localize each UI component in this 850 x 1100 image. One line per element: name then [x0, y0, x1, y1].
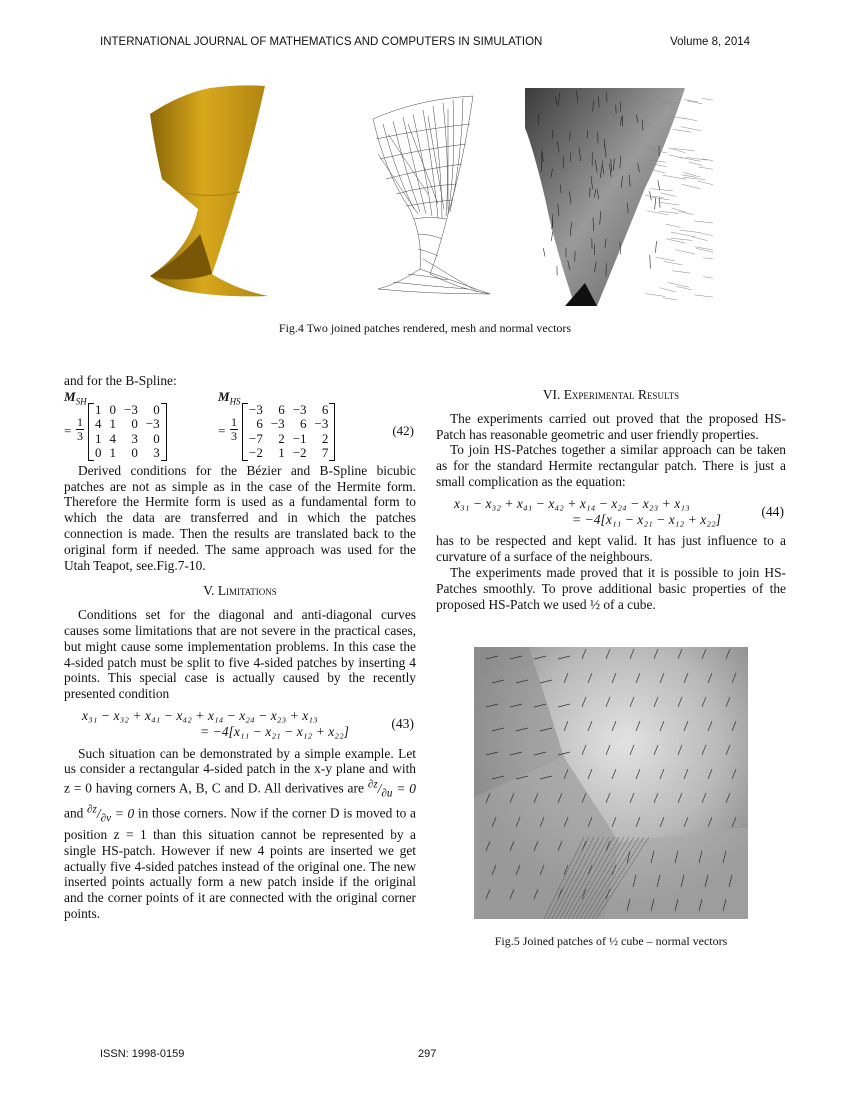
section-5-heading: V. Limitations: [203, 583, 277, 599]
matrix-hs-row: [245, 446, 332, 461]
matrix-sh-cell: 1: [95, 401, 102, 417]
matrix-hs-cell: 6: [278, 401, 285, 417]
one-third-sh: $\frac{1}{3}$: [77, 414, 83, 443]
section-6-heading: VI. Experimental Results: [542, 387, 680, 402]
matrix-sh-cell: 0: [153, 430, 160, 446]
matrix-sh-cell: 0: [95, 445, 102, 461]
matrix-sh-cell: 0: [153, 401, 160, 417]
matrix-hs-row: [245, 432, 332, 447]
matrix-hs-cell: −2: [292, 445, 307, 461]
one-third-hs: $\frac{1}{3}$: [231, 414, 237, 443]
matrix-sh-cell: 4: [109, 430, 116, 446]
derivative-du: $^{\partial z}/_{\partial u} = 0$: [367, 778, 416, 800]
matrix-sh-table: [91, 403, 164, 461]
issn-label: ISSN: 1998-0159: [100, 1048, 185, 1060]
figure4-caption: Fig.4 Two joined patches rendered, mesh and normal vectors: [278, 321, 572, 335]
matrix-sh-row: [91, 446, 164, 461]
matrix-hs-row: [245, 403, 332, 418]
para-respected: has to be respected and kept valid. It has just influence to a curvature of a surface of the neighbours.: [436, 533, 786, 565]
matrix-hs-cell: 2: [321, 430, 329, 446]
matrix-hs-cell: 6: [300, 416, 307, 432]
para-proved: The experiments made proved that it is possible to join HS-Patches smoothly. To prove additional basic properties of the proposed HS-Patch we used ½ of a cube.: [436, 564, 786, 612]
matrix-sh-cell: 4: [95, 416, 102, 432]
figure5-caption: Fig.5 Joined patches of ½ cube – normal vectors: [494, 934, 728, 948]
eq44-number: (44): [761, 503, 784, 519]
para-join: To join HS-Patches together a similar approach can be taken as for the standard Hermite rectangular patch. There is just a small complication as the equation:: [436, 442, 786, 489]
right-column: [436, 373, 786, 612]
matrix-sh-row: [91, 417, 164, 432]
figure4-mesh: [368, 94, 498, 304]
matrix-hs-row: [245, 417, 332, 432]
matrix-hs-cell: 1: [278, 445, 285, 461]
figure4-normal-vectors: [525, 88, 713, 306]
matrix-sh-cell: 0: [131, 445, 138, 461]
matrix-sh-cell: 0: [109, 401, 116, 417]
matrix-sh-cell: −3: [124, 401, 138, 417]
matrix-sh-cell: 3: [131, 430, 138, 446]
volume-label: Volume 8, 2014: [670, 36, 750, 48]
equation-44: x₃₁ − x₃₂ + x₄₁ − x₄₂ + x₁₄ − x₂₄ − x₂₃ + x₁₃ = −4[x₁₁ − x₂₁ − x₁₂ + x₂₂] (44): [454, 495, 784, 527]
matrix-hs-cell: −3: [292, 401, 307, 417]
para-derived: Derived conditions for the Bézier and B-Spline bicubic patches are not as simple as in the case of the Hermite form. Therefore the Hermite form is used as a fundamental form to which the data are transferred and in which the patches connection is made. Then the results are translated back to the original form if needed. The same approach was used for the Utah Teapot, see.Fig.7-10.: [64, 462, 416, 573]
derivative-dv: $^{\partial z}/_{\partial v} = 0$: [87, 803, 135, 825]
para-experiments: The experiments carried out proved that the proposed HS-Patch has reasonable geometric and user friendly properties.: [436, 410, 786, 442]
matrix-sh-cell: 1: [95, 430, 102, 446]
matrix-hs-cell: 6: [321, 401, 329, 417]
journal-header: INTERNATIONAL JOURNAL OF MATHEMATICS AND COMPUTERS IN SIMULATION: [100, 36, 543, 48]
matrix-sh-row: [91, 403, 164, 418]
para-conditions: Conditions set for the diagonal and anti-diagonal curves causes some limitations that are not severe in the practical cases, but might cause some implementation problems. In this case the 4-sided patch must be split to five 4-sided patches by inserting 4 points. This special case is actually caused by the recently presented condition: [64, 607, 416, 702]
matrix-hs-cell: 6: [256, 416, 263, 432]
matrix-sh-row: [91, 432, 164, 447]
matrix-hs-cell: 7: [321, 445, 329, 461]
matrix-sh: [88, 403, 167, 461]
eq42-number: (42): [392, 422, 414, 438]
bspline-intro: and for the B-Spline:: [64, 373, 177, 388]
figure4-rendered-patch: [140, 84, 270, 299]
matrix-sh-cell: 0: [131, 416, 138, 432]
matrix-hs-cell: −3: [314, 416, 329, 432]
page-number: 297: [418, 1048, 437, 1060]
matrix-sh-cell: −3: [145, 416, 160, 432]
matrix-sh-label: $M_{SH}$: [64, 388, 87, 407]
left-column: [64, 373, 416, 922]
matrix-hs: [242, 403, 335, 461]
matrix-hs-cell: −1: [292, 430, 307, 446]
matrix-hs-cell: −7: [249, 430, 263, 446]
matrix-sh-cell: 1: [109, 416, 116, 432]
para-situation: Such situation can be demonstrated by a simple example. Let us consider a rectangular 4-sided patch in the x-y plane and with z = 0 having corners A, B, C and D. All derivatives are $^{\partial z}/_{\partial u} = 0$ and $^{\partial z}/_{\partial v} = 0$ in those corners. Now if the corner D is moved to a position z = 1 than this situation cannot be represented by a single HS-patch. However if new 4 points are inserted we get actually five 4-sided patches instead of the original one. The new inserted points actually form a new patch inside if the original and the corner points of it are connected with the original corner points.: [64, 745, 417, 921]
matrix-hs-table: [245, 403, 332, 461]
matrix-hs-cell: −3: [270, 416, 285, 432]
matrix-hs-label: $M_{HS}$: [218, 388, 241, 407]
equation-43: x₃₁ − x₃₂ + x₄₁ − x₄₂ + x₁₄ − x₂₄ − x₂₃ + x₁₃ = −4[x₁₁ − x₂₁ − x₁₂ + x₂₂] (43): [82, 707, 414, 739]
eq43-number: (43): [391, 715, 414, 731]
matrix-hs-cell: 2: [278, 430, 285, 446]
figure5-cube-normals: [474, 647, 748, 919]
equation-42: $M_{SH}$ $M_{HS}$ = $\frac{1}{3}$ 1 0 −3 0 4 1 0 −3 1 4 3 0 0 1 0 3 = $\frac{1}{3}$ −3 6 −3 6 6 −3 6 −3 −7 2 −1 2 −2 1 −2 7 (42): [64, 388, 414, 461]
matrix-hs-cell: −2: [249, 445, 263, 461]
matrix-sh-cell: 1: [109, 445, 116, 461]
matrix-hs-cell: −3: [249, 401, 263, 417]
matrix-sh-cell: 3: [153, 445, 160, 461]
